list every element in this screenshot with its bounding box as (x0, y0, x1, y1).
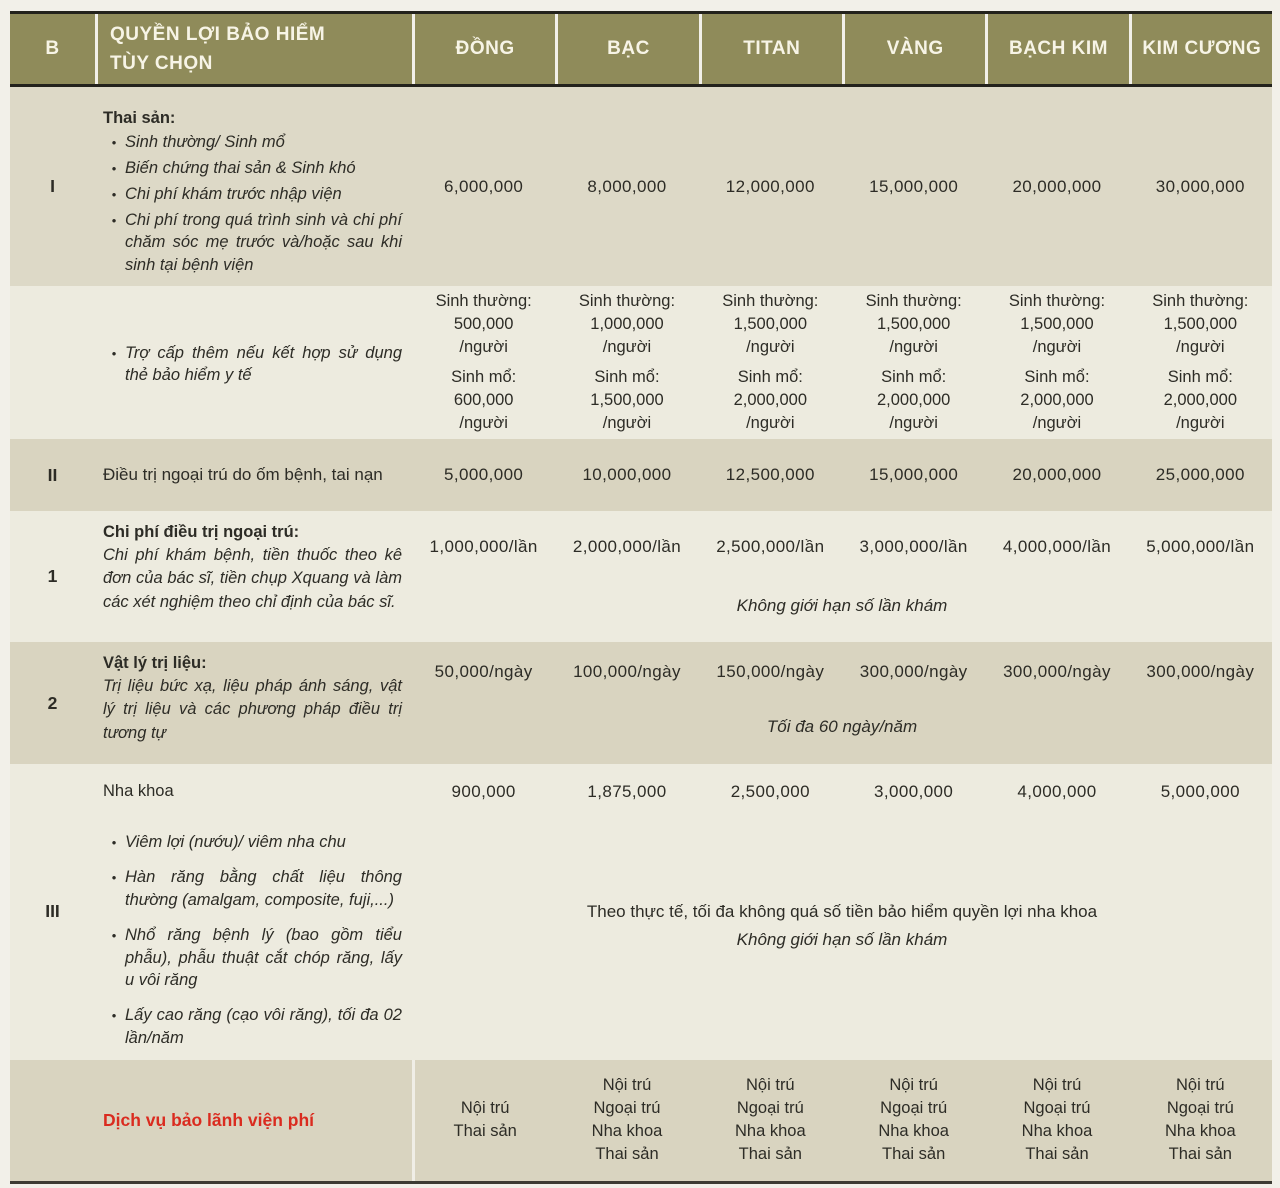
subsidy-benefit-cell (95, 286, 412, 439)
benefit-value-cell: 1,000,000/lần (429, 537, 538, 557)
benefit-bullet-text: Trợ cấp thêm nếu kết hợp sử dụng thẻ bảo hiểm y tế (125, 343, 402, 385)
outpatient-cost-benefit-cell (95, 511, 412, 642)
plan-label: BẠC (607, 38, 650, 59)
subsidy-csection-value: 600,000 (453, 391, 514, 410)
subsidy-value-cell (555, 286, 698, 439)
benefit-bullet-item (103, 157, 402, 180)
benefit-value-cell: 3,000,000/lần (859, 537, 968, 557)
subsidy-csection-value: 2,000,000 (876, 391, 951, 410)
guarantee-line: Thai sản (1168, 1145, 1232, 1164)
values-row (412, 511, 1272, 557)
benefit-bullet-item (103, 342, 402, 387)
benefit-bullet-text: Hàn răng bằng chất liệu thông thường (amalgam, composite, fuji,...) (125, 868, 402, 910)
guarantee-line: Nội trú (889, 1076, 938, 1095)
bullet-icon: • (111, 213, 117, 228)
header-plan-titan (699, 14, 842, 84)
guarantee-value-cell (1129, 1060, 1272, 1181)
subsidy-value-cell (412, 286, 555, 439)
benefit-bullet-item (103, 866, 402, 912)
guarantee-line: Nha khoa (1021, 1122, 1093, 1141)
benefit-value-cell: 30,000,000 (1155, 176, 1245, 196)
subsidy-csection-label: Sinh mổ: (594, 368, 660, 387)
header-col-b-label: B (45, 38, 60, 59)
guarantee-value-cell (412, 1060, 555, 1181)
benefit-bullet-text: Nhổ răng bệnh lý (bao gồm tiểu phẫu), phẫu thuật cắt chóp răng, lấy u vôi răng (125, 925, 402, 990)
benefit-value-cell: 10,000,000 (582, 465, 672, 485)
benefit-value-cell: 5,000,000 (444, 465, 524, 485)
subsidy-value-cell (699, 286, 842, 439)
subsidy-csection-label: Sinh mổ: (881, 368, 947, 387)
section-number: III (45, 901, 60, 922)
benefit-bullet-item (103, 831, 402, 854)
physiotherapy-desc: Trị liệu bức xạ, liệu pháp ánh sáng, vật lý trị liệu và các phương pháp điều trị tương tự (103, 677, 402, 742)
subsidy-normal-label: Sinh thường: (1008, 292, 1106, 311)
subsidy-per-person: /người (1032, 414, 1082, 433)
subsidy-normal-value: 1,500,000 (733, 315, 808, 334)
benefit-value-cell: 15,000,000 (869, 176, 959, 196)
benefit-bullet-text: Sinh thường/ Sinh mổ (125, 133, 285, 151)
guarantee-line: Thai sản (1025, 1145, 1089, 1164)
subsidy-csection-label: Sinh mổ: (1167, 368, 1233, 387)
bullet-icon: • (111, 161, 117, 176)
header-plan-bac (555, 14, 698, 84)
guarantee-line: Nội trú (746, 1076, 795, 1095)
benefit-bullet-item (103, 924, 402, 992)
benefit-value-cell: 15,000,000 (869, 465, 959, 485)
subsidy-csection-value: 2,000,000 (1020, 391, 1094, 410)
header-plan-vang (842, 14, 985, 84)
guarantee-line: Nội trú (1032, 1076, 1082, 1095)
guarantee-line: Thai sản (882, 1145, 946, 1164)
outpatient-cost-values-area (412, 511, 1272, 642)
physiotherapy-title: Vật lý trị liệu: (103, 654, 207, 673)
subsidy-per-person: /người (459, 414, 508, 433)
subsidy-normal-label: Sinh thường: (1152, 292, 1249, 311)
subsidy-csection-label: Sinh mổ: (737, 368, 803, 387)
section-number: 2 (47, 692, 58, 713)
row-physiotherapy (10, 642, 1272, 764)
guarantee-line: Ngoại trú (736, 1099, 804, 1118)
row-maternity-subsidy (10, 286, 1272, 439)
subsidy-value-cell (985, 286, 1128, 439)
benefit-value-cell: 3,000,000 (874, 782, 954, 802)
dental-title: Nha khoa (103, 782, 174, 801)
guarantee-line: Nội trú (460, 1099, 510, 1118)
subsidy-value-cell (1129, 286, 1272, 439)
subsidy-per-person: /người (1176, 338, 1225, 357)
physiotherapy-note: Tối đa 60 ngày/năm (766, 717, 918, 737)
subsidy-normal-value: 1,500,000 (1020, 315, 1094, 334)
section-number-empty (10, 286, 95, 439)
benefit-value-cell: 8,000,000 (587, 176, 667, 196)
bullet-icon: • (111, 1008, 117, 1024)
section-number-empty (10, 1060, 95, 1181)
subsidy-per-person: /người (459, 338, 508, 357)
benefit-value-cell: 5,000,000/lần (1146, 537, 1255, 557)
header-plan-bach-kim (985, 14, 1128, 84)
dental-bullet-list (103, 831, 402, 1049)
bullet-icon: • (111, 345, 117, 361)
guarantee-title: Dịch vụ bảo lãnh viện phí (103, 1109, 314, 1130)
subsidy-per-person: /người (602, 414, 652, 433)
guarantee-line: Nội trú (1176, 1076, 1225, 1095)
row-outpatient-cost (10, 511, 1272, 642)
benefit-bullet-text: Chi phí khám trước nhập viện (125, 185, 342, 203)
subsidy-csection-label: Sinh mổ: (1024, 368, 1090, 387)
header-plan-dong (412, 14, 555, 84)
guarantee-line: Ngoại trú (880, 1099, 948, 1118)
subsidy-normal-value: 1,000,000 (590, 315, 664, 334)
guarantee-line: Ngoại trú (1166, 1099, 1234, 1118)
benefit-value-cell: 50,000/ngày (434, 662, 533, 682)
subsidy-normal-label: Sinh thường: (435, 292, 532, 311)
subsidy-normal-label: Sinh thường: (722, 292, 819, 311)
benefit-bullet-item (103, 131, 402, 154)
benefit-bullet-item (103, 183, 402, 206)
benefit-value-cell: 900,000 (451, 782, 516, 802)
subsidy-per-person: /người (746, 414, 795, 433)
outpatient-cost-desc: Chi phí khám bệnh, tiền thuốc theo kê đơn của bác sĩ, tiền chụp Xquang và làm các xét nghiệm theo chỉ định của bác sĩ. (103, 546, 402, 611)
guarantee-line: Nha khoa (735, 1122, 806, 1141)
outpatient-total-title: Điều trị ngoại trú do ốm bệnh, tai nạn (103, 465, 383, 485)
values-row (412, 642, 1272, 682)
physiotherapy-benefit-cell (95, 642, 412, 764)
subsidy-per-person: /người (1032, 338, 1082, 357)
dental-note-unlimited: Không giới hạn số lần khám (736, 930, 948, 950)
benefit-bullet-text: Biến chứng thai sản & Sinh khó (125, 159, 356, 177)
benefit-value-cell: 4,000,000 (1017, 782, 1097, 802)
header-col-b (10, 14, 95, 84)
guarantee-label-cell (95, 1060, 412, 1181)
header-col-benefits (95, 14, 412, 84)
benefit-value-cell: 2,500,000/lần (716, 537, 825, 557)
benefit-value-cell: 12,000,000 (725, 176, 815, 196)
benefit-value-cell: 300,000/ngày (859, 662, 968, 682)
guarantee-value-cell (842, 1060, 985, 1181)
bullet-icon: • (111, 927, 117, 943)
maternity-title: Thai sản: (103, 109, 176, 127)
benefit-value-cell: 300,000/ngày (1146, 662, 1255, 682)
guarantee-line: Thai sản (453, 1122, 517, 1141)
insurance-benefits-table (10, 11, 1272, 1184)
dental-notes (412, 898, 1272, 954)
dental-values-area (412, 764, 1272, 1059)
plan-label: KIM CƯƠNG (1142, 38, 1262, 59)
header-benefit-line1: QUYỀN LỢI BẢO HIỂM (110, 23, 326, 45)
guarantee-line: Thai sản (738, 1145, 802, 1164)
benefit-bullet-item (103, 209, 402, 276)
benefit-value-cell: 300,000/ngày (1003, 662, 1111, 682)
section-number: 1 (47, 566, 58, 587)
benefit-bullet-text: Lấy cao răng (cạo vôi răng), tối đa 02 lần/năm (125, 1006, 402, 1047)
subsidy-per-person: /người (746, 338, 795, 357)
subsidy-normal-label: Sinh thường: (865, 292, 962, 311)
bullet-icon: • (111, 835, 117, 851)
benefit-bullet-item (103, 1004, 402, 1050)
section-number: II (47, 464, 58, 485)
guarantee-line: Nha khoa (1165, 1122, 1236, 1141)
benefit-value-cell: 6,000,000 (444, 176, 524, 196)
benefit-value-cell: 20,000,000 (1012, 176, 1102, 196)
plan-label: TITAN (743, 38, 801, 59)
maternity-benefit-cell (95, 87, 412, 286)
row-hospital-guarantee (10, 1060, 1272, 1181)
subsidy-csection-value: 1,500,000 (590, 391, 664, 410)
bullet-icon: • (111, 870, 117, 886)
section-number: I (50, 176, 55, 197)
row-dental (10, 764, 1272, 1059)
subsidy-per-person: /người (889, 338, 938, 357)
subsidy-per-person: /người (602, 338, 652, 357)
benefit-value-cell: 1,875,000 (587, 782, 667, 802)
benefit-value-cell: 20,000,000 (1012, 465, 1102, 485)
benefit-value-cell: 2,500,000 (730, 782, 810, 802)
benefit-value-cell: 5,000,000 (1160, 782, 1240, 802)
dental-note-actual: Theo thực tế, tối đa không quá số tiền bảo hiểm quyền lợi nha khoa (586, 902, 1098, 922)
guarantee-line: Nha khoa (878, 1122, 949, 1141)
subsidy-normal-label: Sinh thường: (578, 292, 676, 311)
header-plan-kim-cuong (1129, 14, 1272, 84)
dental-benefit-cell (95, 764, 412, 1059)
subsidy-csection-value: 2,000,000 (733, 391, 808, 410)
benefit-bullet-text: Viêm lợi (nướu)/ viêm nha chu (125, 833, 346, 852)
subsidy-value-cell (842, 286, 985, 439)
subsidy-normal-value: 1,500,000 (1163, 315, 1238, 334)
benefit-value-cell: 100,000/ngày (573, 662, 681, 682)
guarantee-line: Ngoại trú (1023, 1099, 1091, 1118)
row-maternity (10, 87, 1272, 286)
outpatient-cost-title: Chi phí điều trị ngoại trú: (103, 523, 300, 542)
table-header-row (10, 14, 1272, 87)
benefit-value-cell: 2,000,000/lần (572, 537, 682, 557)
subsidy-normal-value: 1,500,000 (876, 315, 951, 334)
values-row (412, 764, 1272, 802)
benefit-value-cell: 4,000,000/lần (1002, 537, 1112, 557)
benefit-bullet-text: Chi phí trong quá trình sinh và chi phí chăm sóc mẹ trước và/hoặc sau khi sinh tại bệnh viện (125, 211, 402, 274)
guarantee-line: Ngoại trú (593, 1099, 661, 1118)
plan-label: ĐỒNG (455, 38, 515, 59)
guarantee-value-cell (555, 1060, 698, 1181)
guarantee-value-cell (699, 1060, 842, 1181)
subsidy-csection-label: Sinh mổ: (451, 368, 517, 387)
subsidy-per-person: /người (1176, 414, 1225, 433)
plan-label: VÀNG (886, 38, 944, 59)
guarantee-line: Nội trú (602, 1076, 652, 1095)
bullet-icon: • (111, 187, 117, 202)
plan-label: BẠCH KIM (1008, 38, 1108, 59)
bullet-icon: • (111, 135, 117, 150)
benefit-value-cell: 12,500,000 (725, 465, 815, 485)
row-outpatient-total (10, 439, 1272, 511)
subsidy-csection-value: 2,000,000 (1163, 391, 1238, 410)
outpatient-cost-note: Không giới hạn số lần khám (736, 596, 948, 616)
guarantee-line: Thai sản (595, 1145, 659, 1164)
subsidy-normal-value: 500,000 (453, 315, 514, 334)
subsidy-per-person: /người (889, 414, 938, 433)
guarantee-line: Nha khoa (591, 1122, 663, 1141)
benefit-value-cell: 25,000,000 (1155, 465, 1245, 485)
physiotherapy-values-area (412, 642, 1272, 764)
benefit-value-cell: 150,000/ngày (716, 662, 825, 682)
header-benefit-line2: TÙY CHỌN (110, 53, 213, 74)
guarantee-value-cell (985, 1060, 1128, 1181)
